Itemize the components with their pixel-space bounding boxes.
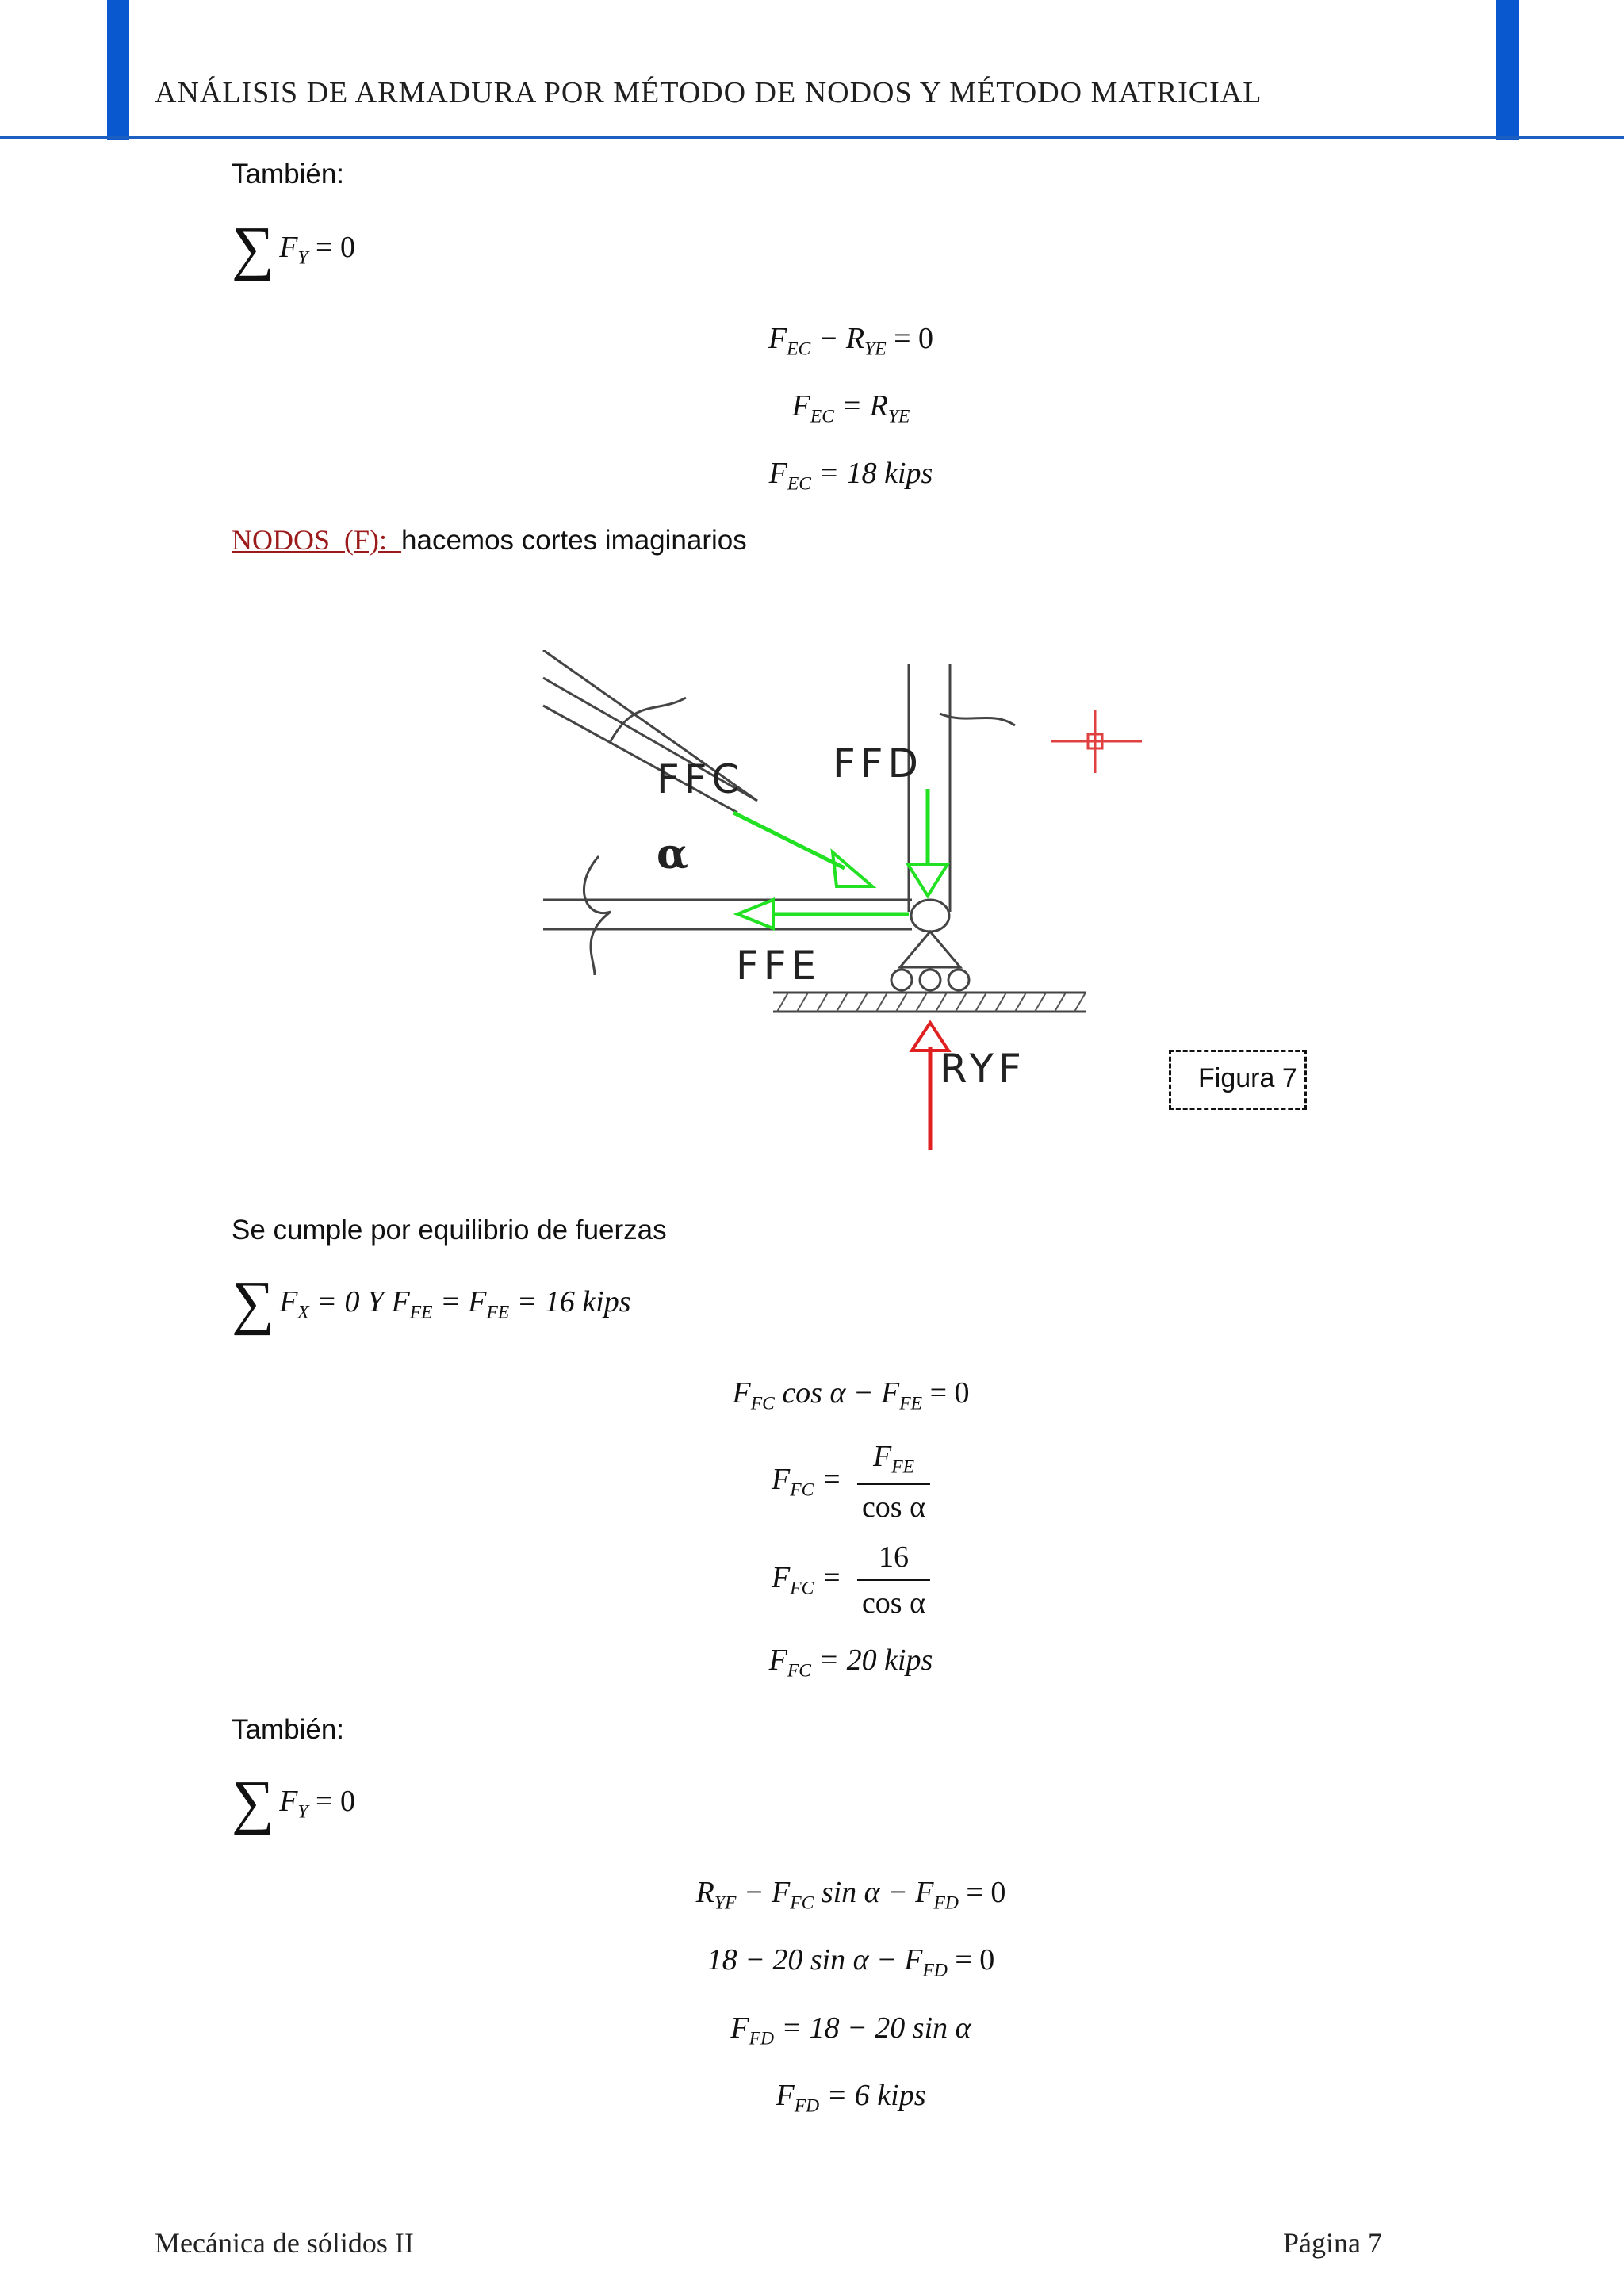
label-ryf: RYF — [940, 1046, 1026, 1092]
sum-fy-equation-1: ∑ $F_Y = 0$ — [232, 215, 355, 281]
nodos-label: NODOS (F): — [232, 524, 402, 556]
nodos-heading — [232, 523, 747, 557]
header-rule — [0, 136, 1624, 139]
figure-caption: Figura 7 — [1198, 1063, 1297, 1093]
equilibrium-intro: Se cumple por equilibrio de fuerzas — [232, 1215, 667, 1246]
node-f-free-body-diagram — [523, 650, 1158, 1158]
footer-page-number: Página 7 — [1283, 2227, 1382, 2259]
equation-ffc-fraction-symbolic: $F_{FC}$ = $\frac{F_{FE}}{\text{cos α}}$ — [772, 1439, 930, 1525]
label-ffc: FFC — [657, 756, 745, 802]
sigma-symbol: ∑ — [232, 215, 275, 281]
equation-ffc-cos-minus-ffe: $F_{FC}$ $\cos \alpha - F_{FE} = 0$ — [732, 1376, 970, 1414]
header-bar-right — [1496, 0, 1519, 140]
sum-fx-equation: ∑ $F_X = 0$ Y $F_{FE} = F_{FE} = 16$ kips — [232, 1269, 631, 1336]
footer-course-title: Mecánica de sólidos II — [155, 2227, 414, 2259]
header-bar-left — [107, 0, 129, 140]
equation-fec-equals-rye: $F_{EC} = R_{YE}$ — [791, 389, 910, 427]
label-alpha: α — [657, 830, 689, 878]
sigma-symbol: ∑ — [232, 1269, 275, 1336]
crosshair-marker-icon — [1051, 710, 1142, 773]
nodos-text: hacemos cortes imaginarios — [401, 525, 747, 556]
tambien-label-1: También: — [232, 159, 345, 189]
label-ffd: FFD — [833, 740, 924, 786]
sigma-symbol: ∑ — [232, 1769, 275, 1835]
sum-fy-equation-2: ∑ $F_Y = 0$ — [232, 1769, 355, 1835]
equation-ryf-sum: $R_{YF} - F_{FC}$ $\sin \alpha - F_{FD} = 0$ — [695, 1876, 1006, 1914]
label-ffe: FFE — [736, 943, 822, 989]
equation-ffc-result: $F_{FC} = 20$ kips — [768, 1644, 933, 1682]
force-arrows — [733, 789, 948, 928]
arrow-ffc — [733, 813, 845, 868]
page-header-title: ANÁLISIS DE ARMADURA POR MÉTODO DE NODOS Y MÉTODO MATRICIAL — [155, 76, 1262, 109]
tambien-label-2: También: — [232, 1714, 345, 1745]
equation-ffd-result: $F_{FD} = 6$ kips — [776, 2079, 926, 2117]
figure-caption-box — [1169, 1050, 1307, 1110]
equation-ffd-expression: $F_{FD} = 18 - 20$ sin α — [730, 2011, 971, 2049]
equation-numeric-sum: 18 − 20 $\sin \alpha - F_{FD} = 0$ — [707, 1943, 995, 1981]
equation-ffc-fraction-numeric: $F_{FC}$ = $\frac{16}{\text{cos α}}$ — [772, 1540, 930, 1621]
equation-fec-result: $F_{EC} = 18$ kips — [768, 457, 933, 495]
equation-fec-minus-rye: $F_{EC} - R_{YE} = 0$ — [768, 322, 934, 360]
